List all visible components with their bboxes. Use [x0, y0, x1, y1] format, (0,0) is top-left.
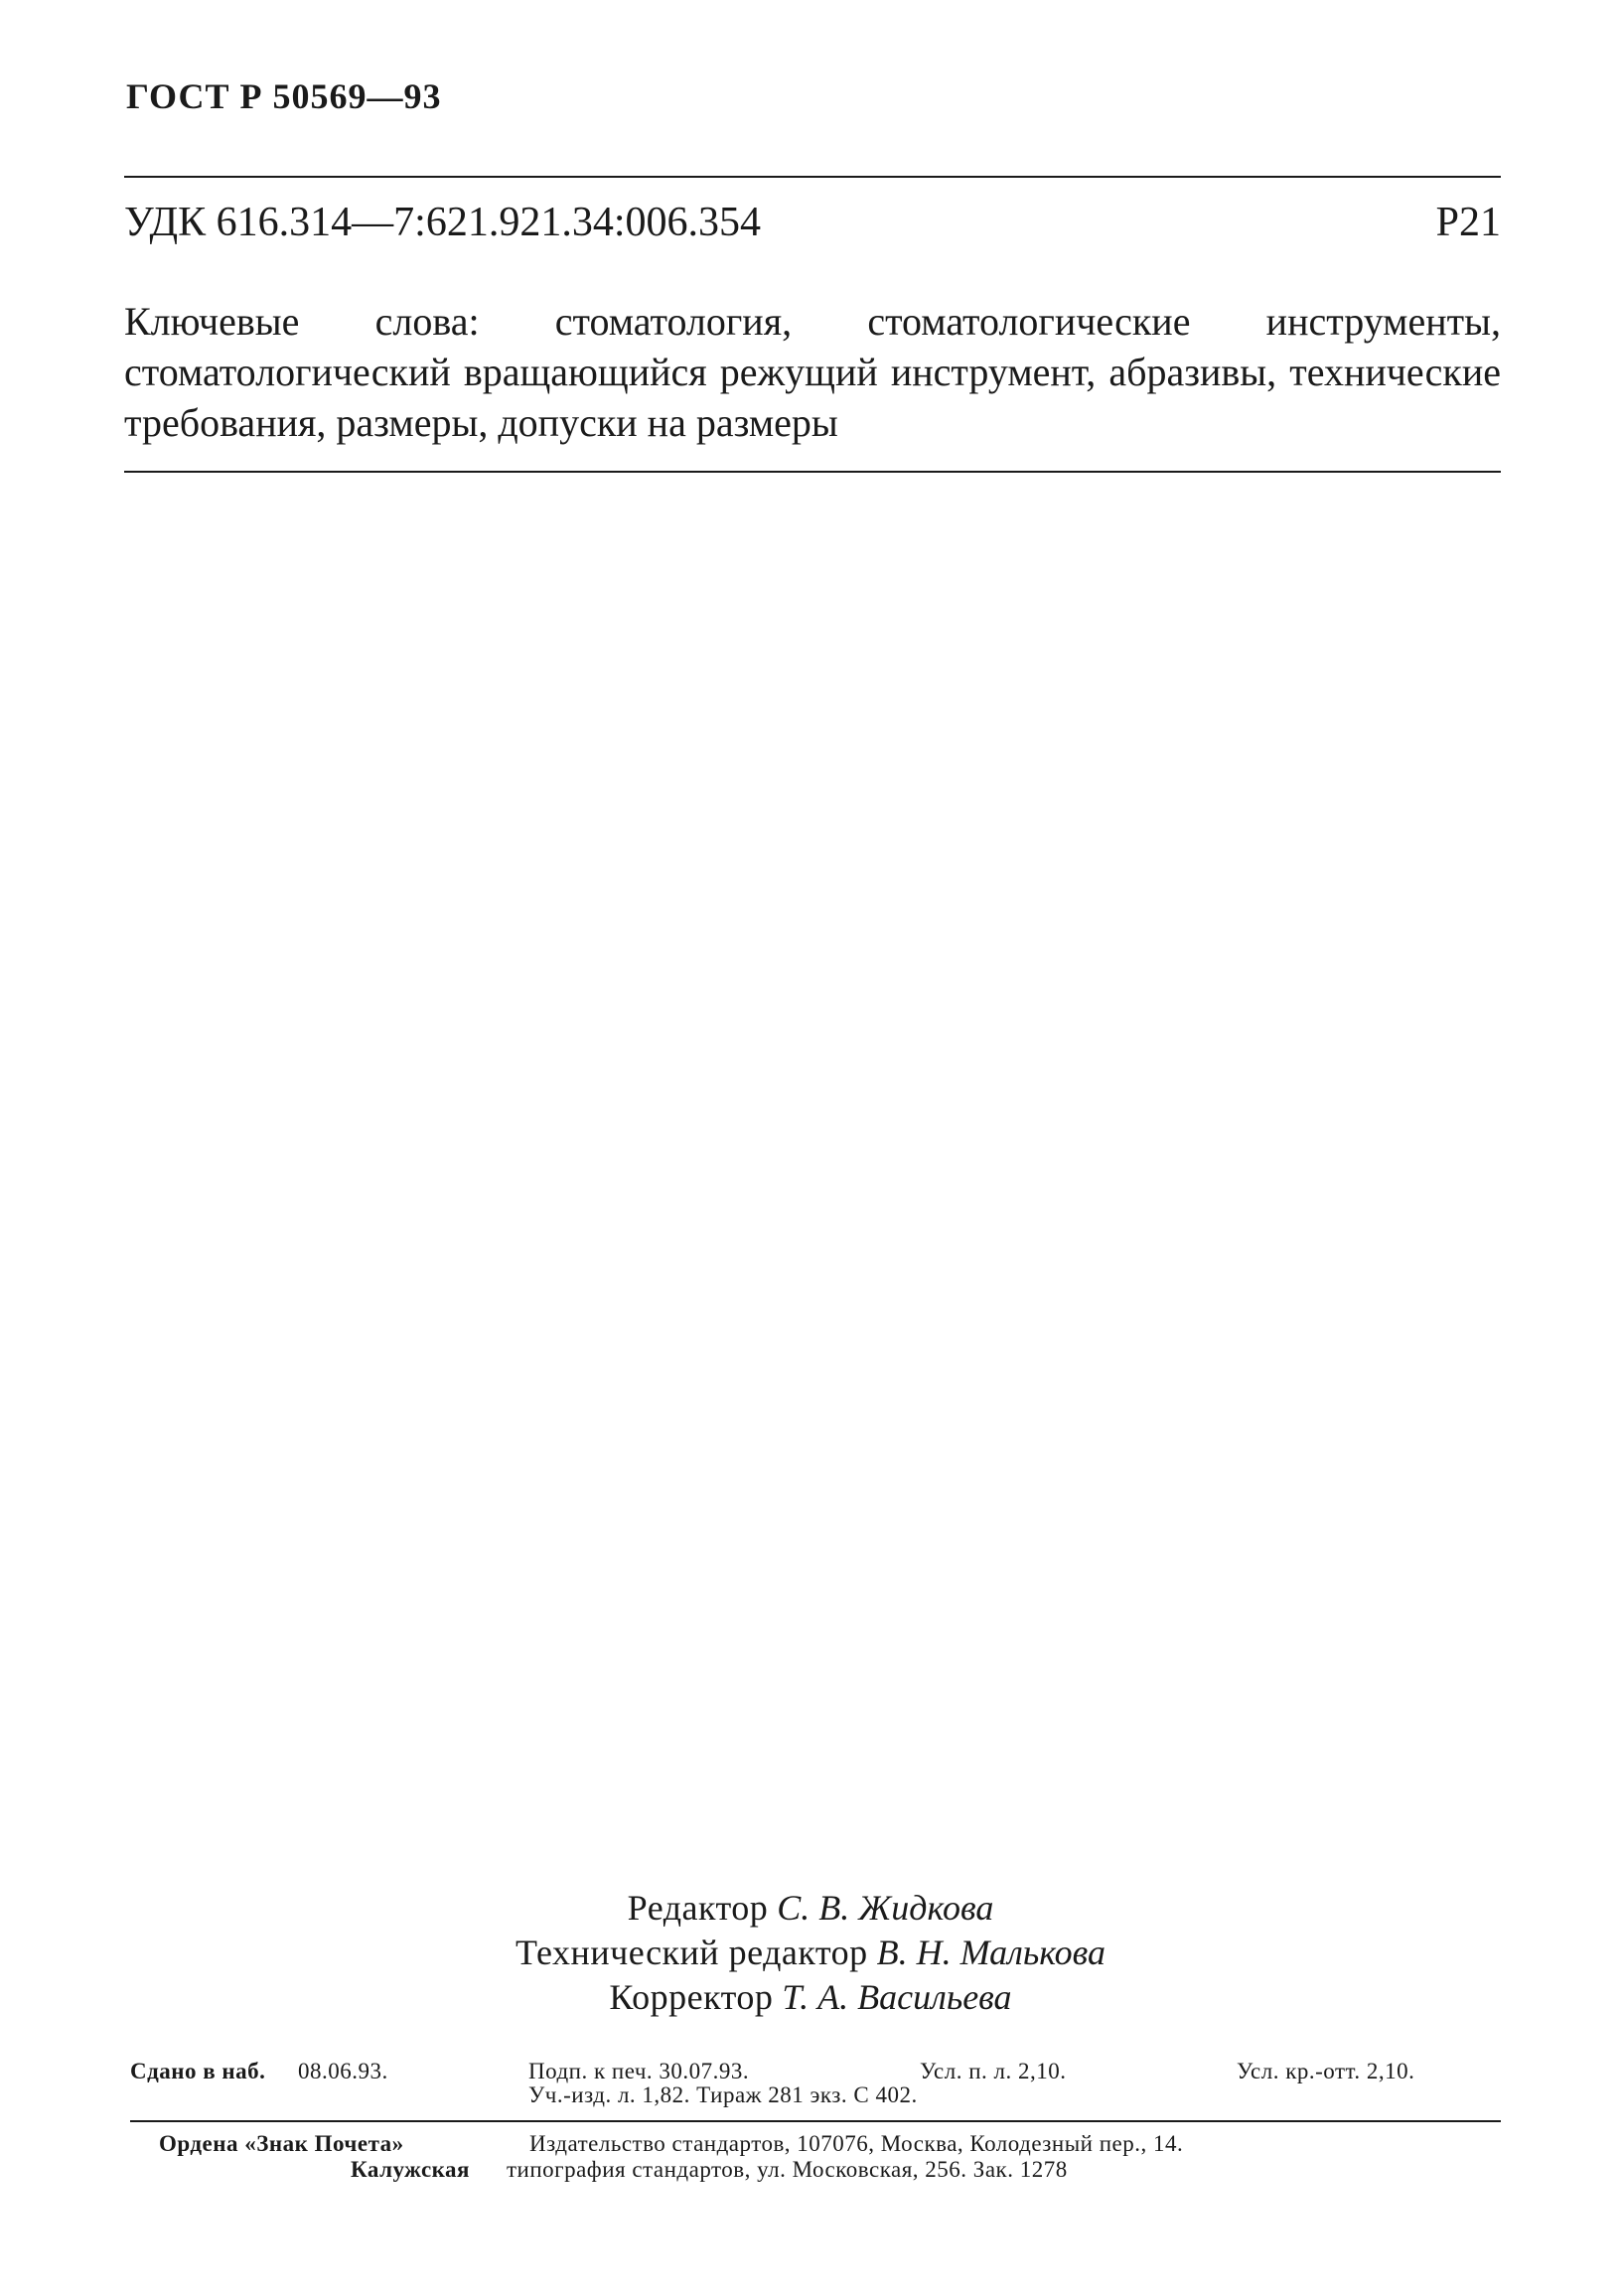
credit-person: Т. А. Васильева: [782, 1977, 1012, 2017]
credit-role: Редактор: [627, 1888, 769, 1928]
keywords-paragraph: Ключевые слова: стоматология, стоматологические инструменты, стоматологический вращающийся режущий инструмент, абразивы, технические требования, размеры, допуски на размеры: [124, 299, 1501, 445]
print-signed: Подп. к печ. 30.07.93.: [528, 2059, 750, 2083]
credit-technical-editor: [0, 1932, 1621, 1973]
submitted-label: Сдано в наб.: [130, 2059, 266, 2083]
keywords-divider: [124, 471, 1501, 473]
udk-code: УДК 616.314—7:621.921.34:006.354: [124, 200, 761, 245]
print-sheets: Усл. п. л. 2,10.: [920, 2059, 1067, 2083]
credit-person: В. Н. Малькова: [876, 1933, 1106, 1972]
credit-person: С. В. Жидкова: [777, 1888, 994, 1928]
edition-sheets-run: Уч.-изд. л. 1,82. Тираж 281 экз. С 402.: [528, 2082, 918, 2107]
credit-role: Корректор: [609, 1977, 774, 2017]
press-name: Калужская: [351, 2157, 470, 2182]
publisher: Издательство стандартов, 107076, Москва, Колодезный пер., 14.: [529, 2131, 1184, 2156]
classification-line: [124, 199, 1501, 248]
top-divider: [124, 176, 1501, 178]
credit-role: Технический редактор: [515, 1933, 868, 1972]
credit-editor: [0, 1887, 1621, 1929]
order-badge: Ордена «Знак Почета»: [159, 2131, 404, 2156]
imprint-divider: [130, 2120, 1501, 2122]
credit-proofreader: [0, 1976, 1621, 2018]
press: типография стандартов, ул. Московская, 256. Зак. 1278: [507, 2157, 1068, 2182]
group-code: Р21: [1435, 200, 1501, 245]
submitted-date: 08.06.93.: [298, 2059, 388, 2083]
standard-number: ГОСТ Р 50569—93: [126, 76, 442, 116]
color-proofs: Усл. кр.-отт. 2,10.: [1237, 2059, 1415, 2083]
